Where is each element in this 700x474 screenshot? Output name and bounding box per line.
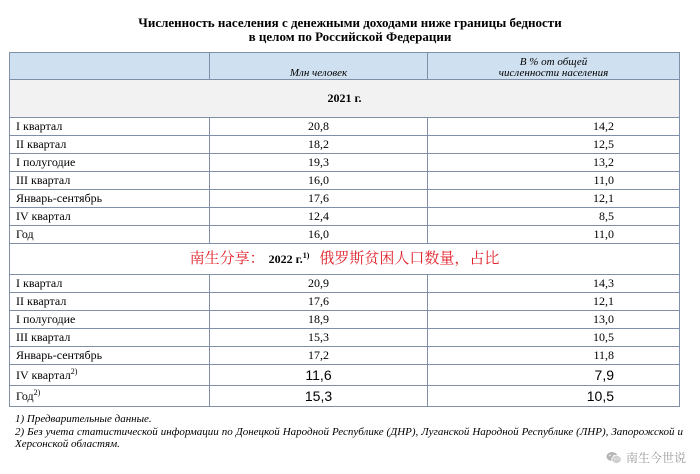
year-2021-label: 2021 г. bbox=[10, 80, 680, 118]
header-pct-line2: численности населения bbox=[498, 67, 609, 79]
row-mln: 15,3 bbox=[210, 386, 428, 407]
year-row-2021 bbox=[10, 80, 680, 118]
row-mln: 18,9 bbox=[210, 311, 428, 329]
row-label: Год bbox=[10, 226, 210, 244]
row-pct: 13,2 bbox=[428, 154, 680, 172]
table-row bbox=[10, 172, 680, 190]
row-mln: 16,0 bbox=[210, 226, 428, 244]
row-mln: 19,3 bbox=[210, 154, 428, 172]
table-row bbox=[10, 329, 680, 347]
header-mln-label: Млн человек bbox=[289, 67, 348, 79]
table-row bbox=[10, 386, 680, 407]
row-pct: 12,1 bbox=[428, 190, 680, 208]
title-line-2: в целом по Российской Федерации bbox=[248, 29, 452, 44]
table-title bbox=[0, 16, 700, 44]
row-pct: 11,0 bbox=[428, 226, 680, 244]
table-row bbox=[10, 293, 680, 311]
footnote-2: 2) Без учета статистической информации по Донецкой Народной Республике (ДНР), Луганской Народной Республике (ЛНР), Запорожской и Херсонской областям. bbox=[15, 425, 683, 450]
row-pct: 10,5 bbox=[428, 386, 680, 407]
row-label: Год bbox=[16, 389, 34, 403]
row-pct: 8,5 bbox=[428, 208, 680, 226]
table-row bbox=[10, 208, 680, 226]
row-label-cell bbox=[10, 365, 210, 386]
watermark bbox=[606, 449, 686, 466]
row-pct: 13,0 bbox=[428, 311, 680, 329]
row-pct: 11,8 bbox=[428, 347, 680, 365]
row-label: I квартал bbox=[10, 275, 210, 293]
row-label: Январь-сентябрь bbox=[10, 347, 210, 365]
row-mln: 18,2 bbox=[210, 136, 428, 154]
row-label: I квартал bbox=[10, 118, 210, 136]
table-row bbox=[10, 347, 680, 365]
row-pct: 12,1 bbox=[428, 293, 680, 311]
row-label: I полугодие bbox=[10, 311, 210, 329]
row-mln: 16,0 bbox=[210, 172, 428, 190]
overlay-caption-prefix: 南生分享： bbox=[189, 249, 265, 267]
footnote-1: 1) Предварительные данные. bbox=[15, 413, 152, 425]
table-row bbox=[10, 190, 680, 208]
table-row bbox=[10, 226, 680, 244]
table-row bbox=[10, 275, 680, 293]
wechat-icon bbox=[606, 451, 622, 465]
row-mln: 12,4 bbox=[210, 208, 428, 226]
table-row bbox=[10, 136, 680, 154]
title-line-1: Численность населения с денежными доходами ниже границы бедности bbox=[138, 15, 562, 30]
header-pct-line1: В % от общей bbox=[519, 56, 588, 68]
table-row bbox=[10, 118, 680, 136]
row-label-cell bbox=[10, 386, 210, 407]
row-mln: 20,9 bbox=[210, 275, 428, 293]
row-label: IV квартал bbox=[10, 208, 210, 226]
year-2022-footnote-mark: 1) bbox=[302, 251, 310, 260]
row-mln: 17,6 bbox=[210, 293, 428, 311]
row-pct: 7,9 bbox=[428, 365, 680, 386]
watermark-text: 南生今世说 bbox=[625, 451, 686, 465]
row-mln: 15,3 bbox=[210, 329, 428, 347]
poverty-table bbox=[9, 52, 680, 407]
header-mln bbox=[210, 53, 428, 80]
table-row bbox=[10, 311, 680, 329]
table-header-row bbox=[10, 53, 680, 80]
row-mln: 11,6 bbox=[210, 365, 428, 386]
year-2022-label: 2022 г. bbox=[268, 252, 303, 266]
row-footnote-mark: 2) bbox=[70, 367, 78, 376]
row-mln: 17,6 bbox=[210, 190, 428, 208]
row-pct: 11,0 bbox=[428, 172, 680, 190]
table-row bbox=[10, 154, 680, 172]
row-label: I полугодие bbox=[10, 154, 210, 172]
row-pct: 10,5 bbox=[428, 329, 680, 347]
row-mln: 20,8 bbox=[210, 118, 428, 136]
row-pct: 14,3 bbox=[428, 275, 680, 293]
year-2022-cell bbox=[10, 244, 680, 275]
row-label: III квартал bbox=[10, 329, 210, 347]
header-pct bbox=[428, 53, 680, 80]
year-row-2022 bbox=[10, 244, 680, 275]
row-label: III квартал bbox=[10, 172, 210, 190]
row-pct: 12,5 bbox=[428, 136, 680, 154]
row-label: II квартал bbox=[10, 136, 210, 154]
row-label: II квартал bbox=[10, 293, 210, 311]
row-footnote-mark: 2) bbox=[33, 388, 41, 397]
row-label: IV квартал bbox=[16, 368, 71, 382]
overlay-caption-suffix: 俄罗斯贫困人口数量，占比 bbox=[319, 249, 500, 267]
footnotes bbox=[15, 413, 683, 451]
table-row bbox=[10, 365, 680, 386]
row-pct: 14,2 bbox=[428, 118, 680, 136]
row-mln: 17,2 bbox=[210, 347, 428, 365]
row-label: Январь-сентябрь bbox=[10, 190, 210, 208]
header-empty-cell bbox=[10, 53, 210, 80]
